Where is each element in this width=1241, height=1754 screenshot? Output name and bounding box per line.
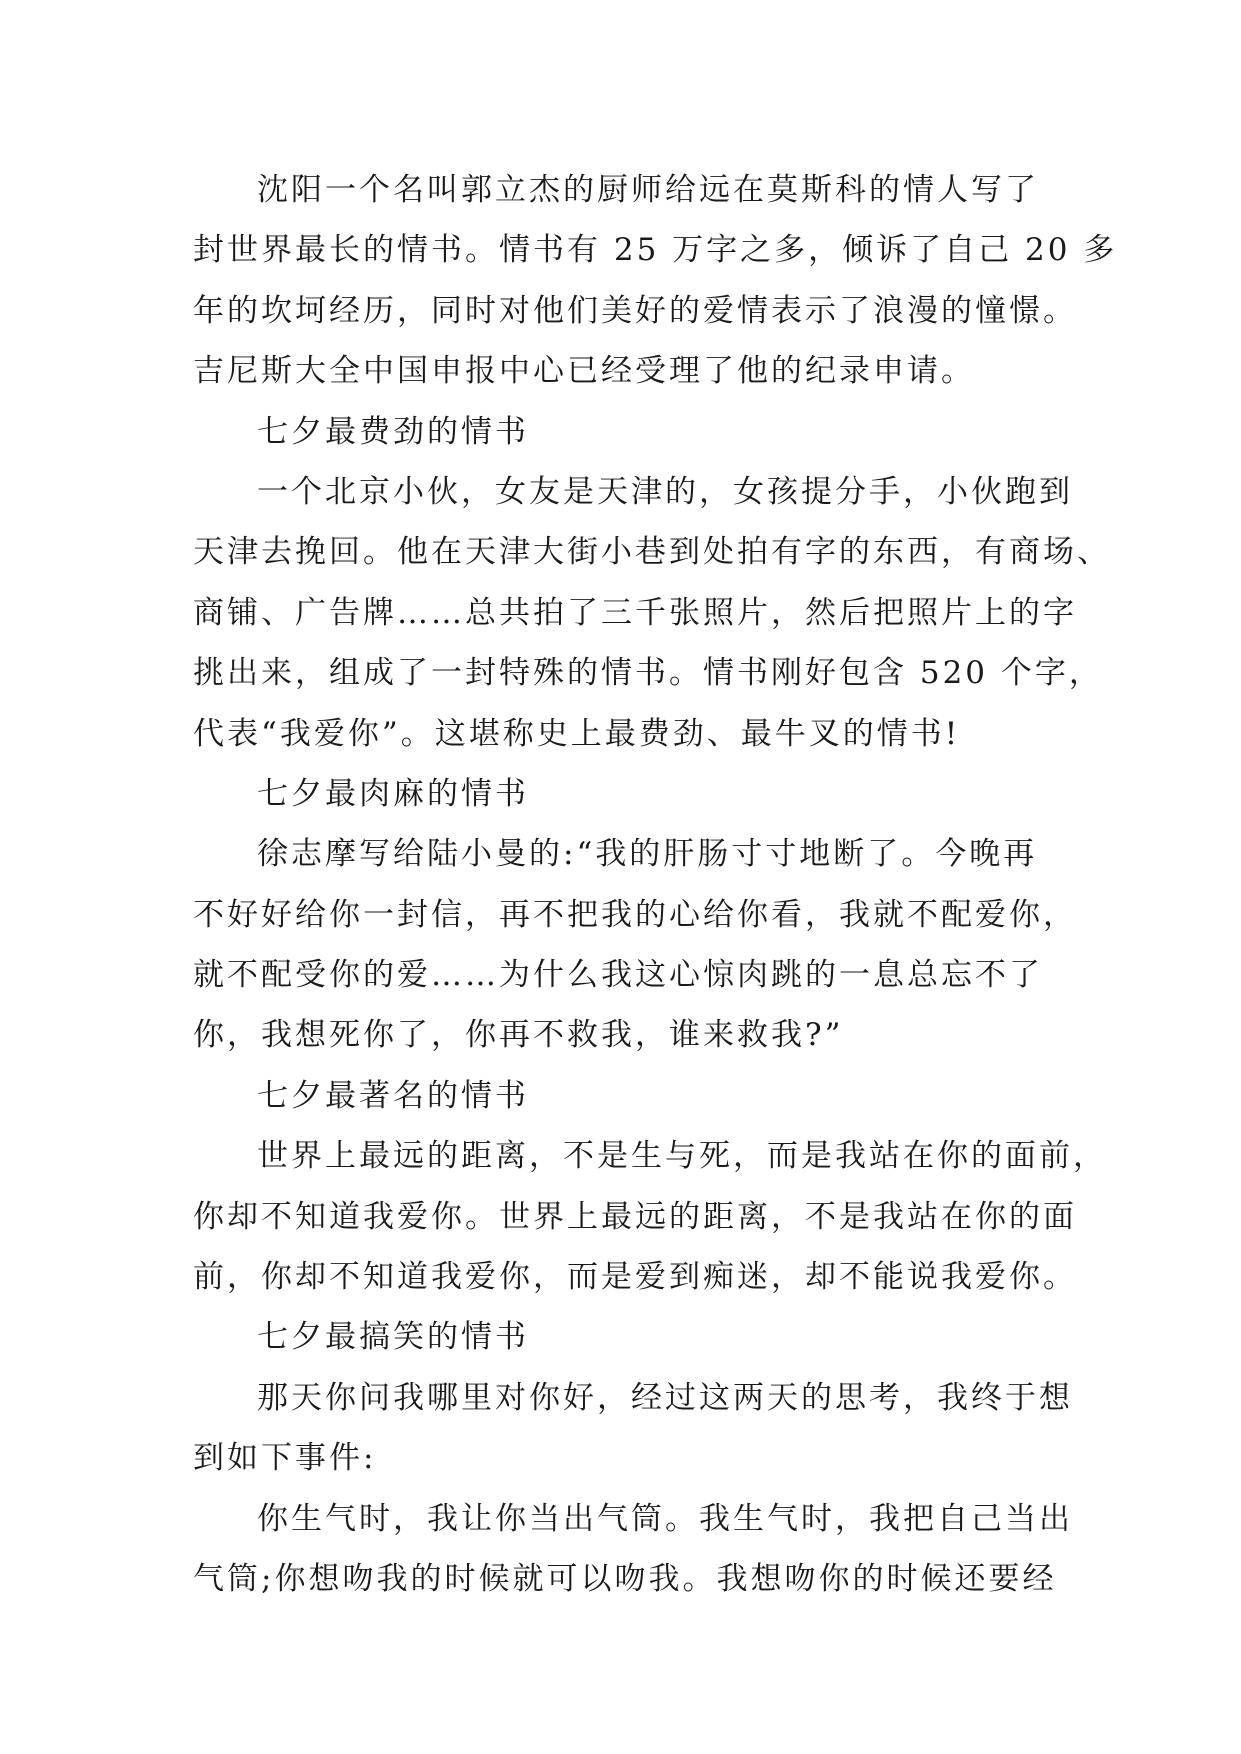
paragraph-line: 世界上最远的距离，不是生与死，而是我站在你的面前，: [257, 1138, 1107, 1175]
paragraph-line: 到如下事件:: [193, 1440, 377, 1477]
paragraph-line: 你生气时，我让你当出气筒。我生气时，我把自己当出: [257, 1500, 1073, 1537]
paragraph-line: 商铺、广告牌……总共拍了三千张照片，然后把照片上的字: [193, 594, 1077, 631]
section-heading: 七夕最费劲的情书: [257, 413, 529, 450]
paragraph-line: 你，我想死你了，你再不救我，谁来救我?”: [193, 1017, 844, 1054]
paragraph-line: 前，你却不知道我爱你，而是爱到痴迷，却不能说我爱你。: [193, 1259, 1077, 1296]
paragraph-line: 徐志摩写给陆小曼的:“我的肝肠寸寸地断了。今晚再: [257, 836, 1038, 873]
paragraph-line: 吉尼斯大全中国申报中心已经受理了他的纪录申请。: [193, 353, 975, 390]
paragraph-line: 沈阳一个名叫郭立杰的厨师给远在莫斯科的情人写了: [257, 172, 1039, 208]
paragraph-line: 你却不知道我爱你。世界上最远的距离，不是我站在你的面: [193, 1198, 1077, 1235]
section-heading: 七夕最搞笑的情书: [257, 1319, 529, 1356]
section-heading: 七夕最著名的情书: [257, 1077, 529, 1114]
paragraph-line: 就不配受你的爱……为什么我这心惊肉跳的一息总忘不了: [193, 957, 1043, 994]
paragraph-line: 一个北京小伙，女友是天津的，女孩提分手，小伙跑到: [257, 473, 1073, 510]
paragraph-line: 不好好给你一封信，再不把我的心给你看，我就不配爱你，: [193, 896, 1077, 933]
paragraph-line: 年的坎坷经历，同时对他们美好的爱情表示了浪漫的憧憬。: [193, 292, 1077, 329]
paragraph-line: 代表“我爱你”。这堪称史上最费劲、最牛叉的情书!: [193, 715, 961, 752]
paragraph-line: 天津去挽回。他在天津大街小巷到处拍有字的东西，有商场、: [193, 534, 1111, 571]
paragraph-line: 气筒;你想吻我的时候就可以吻我。我想吻你的时候还要经: [193, 1560, 1057, 1597]
document-body: [193, 160, 1118, 1609]
paragraph-line: 挑出来，组成了一封特殊的情书。情书刚好包含 520 个字，: [193, 655, 1103, 692]
section-heading: 七夕最肉麻的情书: [257, 775, 529, 812]
paragraph-line: 那天你问我哪里对你好，经过这两天的思考，我终于想: [257, 1379, 1073, 1416]
paragraph-line: 封世界最长的情书。情书有 25 万字之多，倾诉了自己 20 多: [193, 232, 1118, 269]
